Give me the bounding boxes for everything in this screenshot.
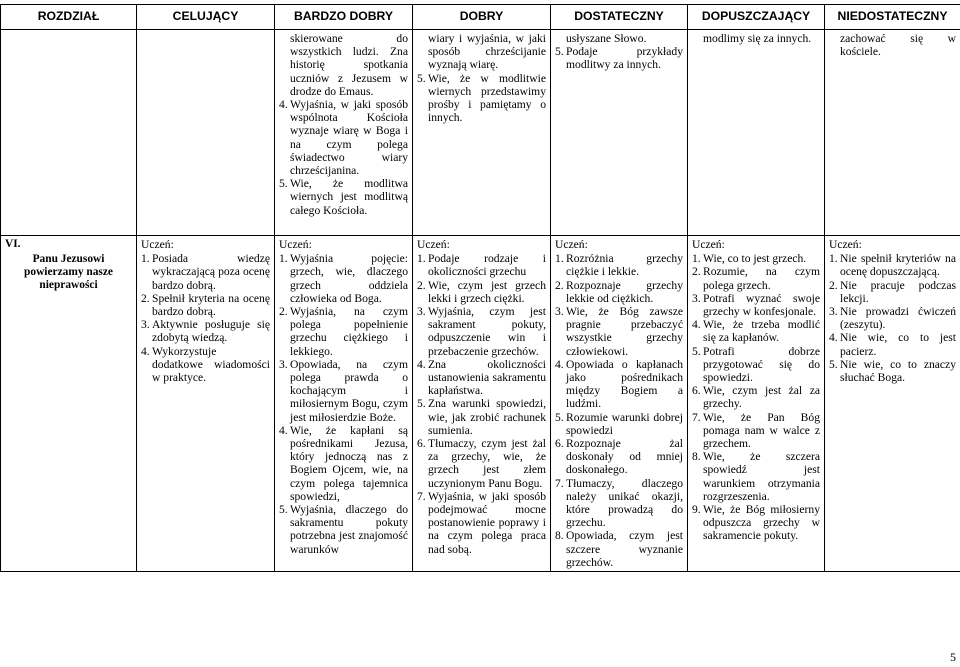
item-number: 3. xyxy=(829,305,838,319)
list-item xyxy=(417,32,546,72)
list-item xyxy=(555,411,683,437)
list-item xyxy=(692,384,820,410)
cont-cell-dobry xyxy=(413,30,551,236)
list-item xyxy=(141,318,270,344)
section-title-cell xyxy=(1,236,137,572)
item-text: Zna okoliczności ustanowienia sakramentu kapłaństwa. xyxy=(428,357,546,398)
item-number: 5. xyxy=(279,177,288,191)
item-text: Wyjaśnia pojęcie: grzech, wie, dlaczego grzech oddziela człowieka od Boga. xyxy=(290,252,408,305)
item-number: 2. xyxy=(279,305,288,319)
list-item xyxy=(555,477,683,530)
item-number: 4. xyxy=(692,318,701,332)
item-text: Wie, że trzeba modlić się za kapłanów. xyxy=(703,318,820,345)
item-text: Wie, że w modlitwie wiernych przedstawimy prośby i pamiętamy o innych. xyxy=(428,71,546,125)
list-item xyxy=(417,358,546,398)
item-number: 2. xyxy=(829,278,838,292)
student-label: Uczeń: xyxy=(141,238,174,251)
list-item xyxy=(692,503,820,543)
item-number: 2. xyxy=(141,291,150,305)
item-number: 1. xyxy=(555,252,564,266)
item-number: 8. xyxy=(555,529,564,543)
header-row xyxy=(1,5,960,30)
list-item xyxy=(279,358,408,424)
cont-cell-dostateczny xyxy=(551,30,688,236)
item-number: 5. xyxy=(417,397,426,411)
item-number: 5. xyxy=(555,45,564,59)
list-item xyxy=(417,305,546,358)
item-text: Wyjaśnia, w jaki sposób wspólnota Kościoła wyznaje wiarę w Boga i na czym polega świadectwo wiary chrześcijanina. xyxy=(290,98,408,178)
item-number: 7. xyxy=(692,410,701,424)
list-item xyxy=(279,252,408,305)
item-text: Nie wie, co to znaczy słuchać Boga. xyxy=(840,357,956,385)
item-number: 4. xyxy=(417,357,426,371)
list-item xyxy=(692,411,820,451)
item-number: 8. xyxy=(692,450,701,464)
list-item xyxy=(829,252,956,278)
list-item xyxy=(692,292,820,318)
cont-cell-dopuszczajacy xyxy=(688,30,825,236)
header-celujacy: CELUJĄCY xyxy=(137,5,275,30)
section-number: VI. xyxy=(5,238,21,250)
item-number: 6. xyxy=(555,437,564,451)
item-number: 6. xyxy=(692,384,701,398)
item-text: Podaje rodzaje i okoliczności grzechu xyxy=(428,252,546,279)
item-number: 5. xyxy=(417,71,426,85)
item-number: 4. xyxy=(279,423,288,437)
item-text: Wie, że modlitwa wiernych jest modlitwą całego Kościoła. xyxy=(290,177,408,217)
item-text: Nie pracuje podczas lekcji. xyxy=(840,278,956,305)
list-item xyxy=(279,98,408,177)
item-number: 3. xyxy=(141,318,150,332)
section-cell-dostateczny xyxy=(551,236,688,572)
item-text: Opowiada, na czym polega prawda o kochającym i miłosiernym Bogu, czym jest miłosierdzie Boże. xyxy=(290,357,408,424)
header-dobry: DOBRY xyxy=(413,5,551,30)
student-label: Uczeń: xyxy=(692,238,725,251)
list-item xyxy=(829,358,956,384)
list-item xyxy=(692,345,820,385)
cont-text-dopuszczajacy: modlimy się za innych. xyxy=(703,32,812,45)
item-number: 3. xyxy=(692,291,701,305)
list-item xyxy=(417,279,546,305)
item-text: Wie, co to jest grzech. xyxy=(703,252,807,266)
list-item xyxy=(692,252,820,265)
item-number: 2. xyxy=(555,278,564,292)
list-item xyxy=(555,252,683,278)
list-item xyxy=(279,424,408,503)
list-item xyxy=(417,437,546,490)
item-text: Rozpoznaje grzechy lekkie od ciężkich. xyxy=(566,278,683,305)
item-number: 7. xyxy=(417,489,426,503)
item-text: Tłumaczy, dlaczego należy unikać okazji, które prowadzą do grzechu. xyxy=(566,476,683,530)
item-number: 3. xyxy=(417,305,426,319)
list-item xyxy=(417,72,546,125)
item-text: Tłumaczy, czym jest żal za grzechy, wie, że grzech jest złem uczynionym Panu Bogu. xyxy=(428,437,546,490)
item-number: 5. xyxy=(829,357,838,371)
list-celujacy xyxy=(141,252,270,384)
list-item xyxy=(555,32,683,45)
item-text: Potrafi wyznać swoje grzechy w konfesjonale. xyxy=(703,291,820,319)
cont-cell-niedostateczny xyxy=(825,30,960,236)
item-text: Wie, że szczera spowiedź jest warunkiem otrzymania rozgrzeszenia. xyxy=(703,450,820,503)
cont-cell-bardzo-dobry xyxy=(275,30,413,236)
item-text: Wie, że kapłani są pośrednikami Jezusa, który jednoczą nas z Bogiem Ojcem, wie, na czym polega tajemnica spowiedzi, xyxy=(290,423,408,503)
list-item xyxy=(141,292,270,318)
list-item xyxy=(279,305,408,358)
item-number: 9. xyxy=(692,503,701,517)
item-text: Wie, czym jest żal za grzechy. xyxy=(703,384,820,411)
item-number: 2. xyxy=(692,265,701,279)
cont-text-niedostateczny: zachować się w kościele. xyxy=(840,32,956,59)
list-item xyxy=(417,397,546,437)
list-item xyxy=(692,450,820,503)
item-text: Opowiada o kapłanach jako pośrednikach między Bogiem a ludźmi. xyxy=(566,357,683,411)
item-text: Potrafi dobrze przygotować się do spowiedzi. xyxy=(703,344,820,385)
list-dostateczny xyxy=(555,252,683,569)
item-text: Wie, że Bóg zawsze pragnie przebaczyć wszystkie grzechy człowiekowi. xyxy=(566,305,683,358)
section-title: Panu Jezusowi powierzamy nasze nieprawości xyxy=(24,253,113,291)
item-text: Rozumie, na czym polega grzech. xyxy=(703,265,820,292)
item-text: usłyszane Słowo. xyxy=(566,32,647,45)
item-text: Wie, że Pan Bóg pomaga nam w walce z grzechem. xyxy=(703,410,820,451)
item-text: Zna warunki spowiedzi, wie, jak zrobić rachunek sumienia. xyxy=(428,397,546,437)
list-item xyxy=(279,32,408,98)
page-number: 5 xyxy=(950,650,956,664)
item-number: 4. xyxy=(141,344,150,358)
item-text: skierowane do wszystkich ludzi. Zna historię spotkania uczniów z Jezusem w drodze do Emaus. xyxy=(290,32,408,98)
item-text: Posiada wiedzę wykraczającą poza ocenę bardzo dobrą. xyxy=(152,252,270,292)
item-number: 4. xyxy=(279,98,288,112)
item-text: Wyjaśnia, czym jest sakrament pokuty, odpuszczenie win i przebaczenie grzechów. xyxy=(428,305,546,358)
item-number: 3. xyxy=(279,357,288,371)
item-number: 5. xyxy=(555,410,564,424)
item-number: 1. xyxy=(279,252,288,266)
item-text: Rozróżnia grzechy ciężkie i lekkie. xyxy=(566,252,683,279)
list-bardzo-dobry xyxy=(279,252,408,556)
item-text: Rozpoznaje żal doskonały od mniej doskonałego. xyxy=(566,437,683,477)
item-number: 5. xyxy=(692,344,701,358)
student-label: Uczeń: xyxy=(279,238,312,251)
list-item xyxy=(417,490,546,556)
cont-cell-celujacy xyxy=(137,30,275,236)
item-text: Wie, czym jest grzech lekki i grzech ciężki. xyxy=(428,278,546,305)
item-number: 1. xyxy=(417,252,426,266)
list-niedostateczny xyxy=(829,252,956,384)
item-number: 6. xyxy=(417,437,426,451)
list-dobry xyxy=(417,252,546,556)
student-label: Uczeń: xyxy=(417,238,450,251)
item-number: 3. xyxy=(555,305,564,319)
student-label: Uczeń: xyxy=(829,238,862,251)
list-dopuszczajacy xyxy=(692,252,820,542)
item-text: Wyjaśnia, dlaczego do sakramentu pokuty potrzebna jest znajomość warunków xyxy=(290,503,408,556)
header-dostateczny: DOSTATECZNY xyxy=(551,5,688,30)
item-text: Podaje przykłady modlitwy za innych. xyxy=(566,45,683,72)
list-item xyxy=(555,305,683,358)
continuation-row xyxy=(1,30,960,236)
item-number: 1. xyxy=(829,252,838,266)
item-text: wiary i wyjaśnia, w jaki sposób chrześcijanie wyznają wiarę. xyxy=(428,32,546,72)
item-text: Wyjaśnia, na czym polega popełnienie grzechu ciężkiego i lekkiego. xyxy=(290,305,408,358)
item-text: Opowiada, czym jest szczere wyznanie grzechów. xyxy=(566,529,683,569)
item-number: 1. xyxy=(692,252,701,266)
section-cell-bardzo-dobry xyxy=(275,236,413,572)
item-number: 7. xyxy=(555,476,564,490)
list-item xyxy=(692,265,820,291)
cont-list-dostateczny xyxy=(555,32,683,72)
item-number: 5. xyxy=(279,503,288,517)
section-cell-dobry xyxy=(413,236,551,572)
item-number: 2. xyxy=(417,278,426,292)
student-label: Uczeń: xyxy=(555,238,588,251)
item-text: Nie prowadzi ćwiczeń (zeszytu). xyxy=(840,305,956,332)
list-item xyxy=(141,345,270,385)
item-text: Wykorzystuje dodatkowe wiadomości w praktyce. xyxy=(152,344,270,385)
header-rozdzial: ROZDZIAŁ xyxy=(1,5,137,30)
item-text: Nie wie, co to jest pacierz. xyxy=(840,331,956,358)
list-item xyxy=(279,503,408,556)
list-item xyxy=(692,318,820,344)
list-item xyxy=(141,252,270,292)
header-niedostateczny: NIEDOSTATECZNY xyxy=(825,5,960,30)
item-text: Wyjaśnia, w jaki sposób podejmować mocne postanowienie poprawy i na czym polega praca nad sobą. xyxy=(428,489,546,556)
item-number: 4. xyxy=(829,331,838,345)
grading-criteria-table xyxy=(0,4,960,572)
header-bardzo-dobry: BARDZO DOBRY xyxy=(275,5,413,30)
list-item xyxy=(829,279,956,305)
list-item xyxy=(555,437,683,477)
list-item xyxy=(417,252,546,278)
cont-list-bardzo-dobry xyxy=(279,32,408,217)
section-cell-dopuszczajacy xyxy=(688,236,825,572)
cont-cell-rozdzial xyxy=(1,30,137,236)
list-item xyxy=(279,177,408,217)
header-dopuszczajacy: DOPUSZCZAJĄCY xyxy=(688,5,825,30)
item-number: 1. xyxy=(141,252,150,266)
item-text: Spełnił kryteria na ocenę bardzo dobrą. xyxy=(152,291,270,319)
list-item xyxy=(555,45,683,71)
list-item xyxy=(829,305,956,331)
item-text: Nie spełnił kryteriów na ocenę dopuszczającą. xyxy=(840,252,956,279)
section-row xyxy=(1,236,960,572)
item-number: 4. xyxy=(555,357,564,371)
list-item xyxy=(555,529,683,569)
section-cell-niedostateczny xyxy=(825,236,960,572)
item-text: Rozumie warunki dobrej spowiedzi xyxy=(566,410,683,437)
list-item xyxy=(555,358,683,411)
cont-list-dobry xyxy=(417,32,546,124)
section-cell-celujacy xyxy=(137,236,275,572)
list-item xyxy=(555,279,683,305)
item-text: Wie, że Bóg miłosierny odpuszcza grzechy w sakramencie pokuty. xyxy=(703,503,820,543)
list-item xyxy=(829,331,956,357)
item-text: Aktywnie posługuje się zdobytą wiedzą. xyxy=(152,318,270,345)
